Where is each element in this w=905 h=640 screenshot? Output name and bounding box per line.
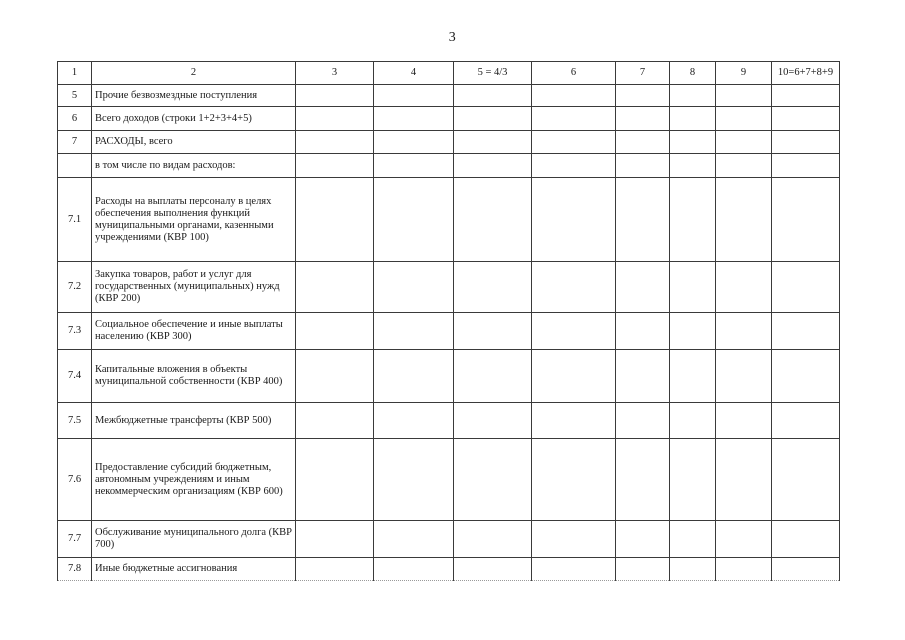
value-cell (670, 107, 716, 131)
value-cell (454, 350, 532, 403)
value-cell (670, 521, 716, 558)
value-cell (532, 178, 616, 262)
value-cell (374, 313, 454, 350)
header-cell-2: 2 (92, 62, 296, 85)
row-name: Закупка товаров, работ и услуг для государственных (муниципальных) нужд (КВР 200) (92, 262, 296, 313)
value-cell (454, 403, 532, 439)
row-number (58, 154, 92, 178)
header-cell-5: 5 = 4/3 (454, 62, 532, 85)
value-cell (772, 262, 840, 313)
row-number: 7 (58, 131, 92, 154)
value-cell (772, 107, 840, 131)
header-cell-6: 6 (532, 62, 616, 85)
value-cell (772, 154, 840, 178)
header-cell-1: 1 (58, 62, 92, 85)
table-row-7-3 (58, 313, 840, 350)
value-cell (616, 262, 670, 313)
value-cell (772, 178, 840, 262)
value-cell (296, 154, 374, 178)
value-cell (454, 178, 532, 262)
value-cell (296, 313, 374, 350)
value-cell (532, 154, 616, 178)
value-cell (532, 85, 616, 107)
row-number: 7.6 (58, 439, 92, 521)
table-row-5 (58, 85, 840, 107)
value-cell (296, 521, 374, 558)
value-cell (716, 154, 772, 178)
header-cell-8: 8 (670, 62, 716, 85)
value-cell (616, 403, 670, 439)
row-name: Социальное обеспечение и иные выплаты населению (КВР 300) (92, 313, 296, 350)
value-cell (374, 521, 454, 558)
row-name: Прочие безвозмездные поступления (92, 85, 296, 107)
value-cell (454, 558, 532, 581)
value-cell (374, 107, 454, 131)
value-cell (454, 262, 532, 313)
value-cell (374, 85, 454, 107)
value-cell (616, 131, 670, 154)
value-cell (616, 350, 670, 403)
value-cell (670, 439, 716, 521)
value-cell (374, 439, 454, 521)
row-number: 7.5 (58, 403, 92, 439)
value-cell (716, 131, 772, 154)
row-name: Обслуживание муниципального долга (КВР 700) (92, 521, 296, 558)
value-cell (670, 178, 716, 262)
value-cell (616, 154, 670, 178)
value-cell (716, 521, 772, 558)
value-cell (454, 313, 532, 350)
value-cell (670, 313, 716, 350)
table-row-7-4 (58, 350, 840, 403)
table-row-6 (58, 107, 840, 131)
value-cell (532, 313, 616, 350)
value-cell (532, 131, 616, 154)
row-number: 7.4 (58, 350, 92, 403)
value-cell (532, 350, 616, 403)
value-cell (374, 154, 454, 178)
value-cell (374, 131, 454, 154)
value-cell (374, 403, 454, 439)
value-cell (670, 85, 716, 107)
value-cell (616, 178, 670, 262)
row-number: 7.8 (58, 558, 92, 581)
value-cell (616, 439, 670, 521)
value-cell (670, 350, 716, 403)
value-cell (532, 439, 616, 521)
row-number: 6 (58, 107, 92, 131)
value-cell (374, 178, 454, 262)
row-number: 7.1 (58, 178, 92, 262)
value-cell (454, 85, 532, 107)
value-cell (532, 107, 616, 131)
value-cell (532, 558, 616, 581)
budget-table (57, 61, 840, 581)
value-cell (772, 403, 840, 439)
value-cell (716, 85, 772, 107)
value-cell (296, 262, 374, 313)
value-cell (454, 131, 532, 154)
row-name: Иные бюджетные ассигнования (92, 558, 296, 581)
value-cell (716, 178, 772, 262)
table-row-7-8 (58, 558, 840, 581)
value-cell (772, 313, 840, 350)
value-cell (716, 439, 772, 521)
value-cell (616, 85, 670, 107)
table-row-subheading (58, 154, 840, 178)
value-cell (454, 154, 532, 178)
table-row-7-7 (58, 521, 840, 558)
row-name: Межбюджетные трансферты (КВР 500) (92, 403, 296, 439)
value-cell (616, 558, 670, 581)
row-name: Расходы на выплаты персоналу в целях обеспечения выполнения функций муниципальными органами, казенными учреждениями (КВР 100) (92, 178, 296, 262)
value-cell (374, 558, 454, 581)
value-cell (772, 85, 840, 107)
value-cell (374, 350, 454, 403)
table-header-row (58, 62, 840, 85)
value-cell (772, 521, 840, 558)
row-number: 7.7 (58, 521, 92, 558)
header-cell-10: 10=6+7+8+9 (772, 62, 840, 85)
value-cell (296, 85, 374, 107)
value-cell (374, 262, 454, 313)
row-name: в том числе по видам расходов: (92, 154, 296, 178)
value-cell (616, 313, 670, 350)
value-cell (296, 350, 374, 403)
value-cell (716, 107, 772, 131)
row-number: 5 (58, 85, 92, 107)
value-cell (716, 403, 772, 439)
row-name: Всего доходов (строки 1+2+3+4+5) (92, 107, 296, 131)
row-number: 7.2 (58, 262, 92, 313)
table-row-7-1 (58, 178, 840, 262)
value-cell (296, 131, 374, 154)
row-number: 7.3 (58, 313, 92, 350)
page-number: 3 (448, 30, 457, 45)
value-cell (454, 521, 532, 558)
value-cell (716, 350, 772, 403)
header-cell-9: 9 (716, 62, 772, 85)
value-cell (616, 521, 670, 558)
value-cell (670, 131, 716, 154)
value-cell (296, 107, 374, 131)
table-row-7-6 (58, 439, 840, 521)
value-cell (532, 521, 616, 558)
table-row-7-5 (58, 403, 840, 439)
value-cell (670, 154, 716, 178)
value-cell (532, 262, 616, 313)
value-cell (296, 558, 374, 581)
value-cell (716, 558, 772, 581)
value-cell (296, 178, 374, 262)
value-cell (296, 403, 374, 439)
value-cell (296, 439, 374, 521)
value-cell (772, 350, 840, 403)
value-cell (454, 439, 532, 521)
row-name: Капитальные вложения в объекты муниципальной собственности (КВР 400) (92, 350, 296, 403)
value-cell (616, 107, 670, 131)
value-cell (772, 558, 840, 581)
value-cell (670, 558, 716, 581)
table-row-7-2 (58, 262, 840, 313)
table-row-7 (58, 131, 840, 154)
header-cell-4: 4 (374, 62, 454, 85)
value-cell (670, 403, 716, 439)
value-cell (716, 313, 772, 350)
value-cell (670, 262, 716, 313)
row-name: Предоставление субсидий бюджетным, автономным учреждениям и иным некоммерческим организациям (КВР 600) (92, 439, 296, 521)
value-cell (532, 403, 616, 439)
header-cell-7: 7 (616, 62, 670, 85)
value-cell (772, 131, 840, 154)
value-cell (454, 107, 532, 131)
row-name: РАСХОДЫ, всего (92, 131, 296, 154)
value-cell (772, 439, 840, 521)
header-cell-3: 3 (296, 62, 374, 85)
value-cell (716, 262, 772, 313)
